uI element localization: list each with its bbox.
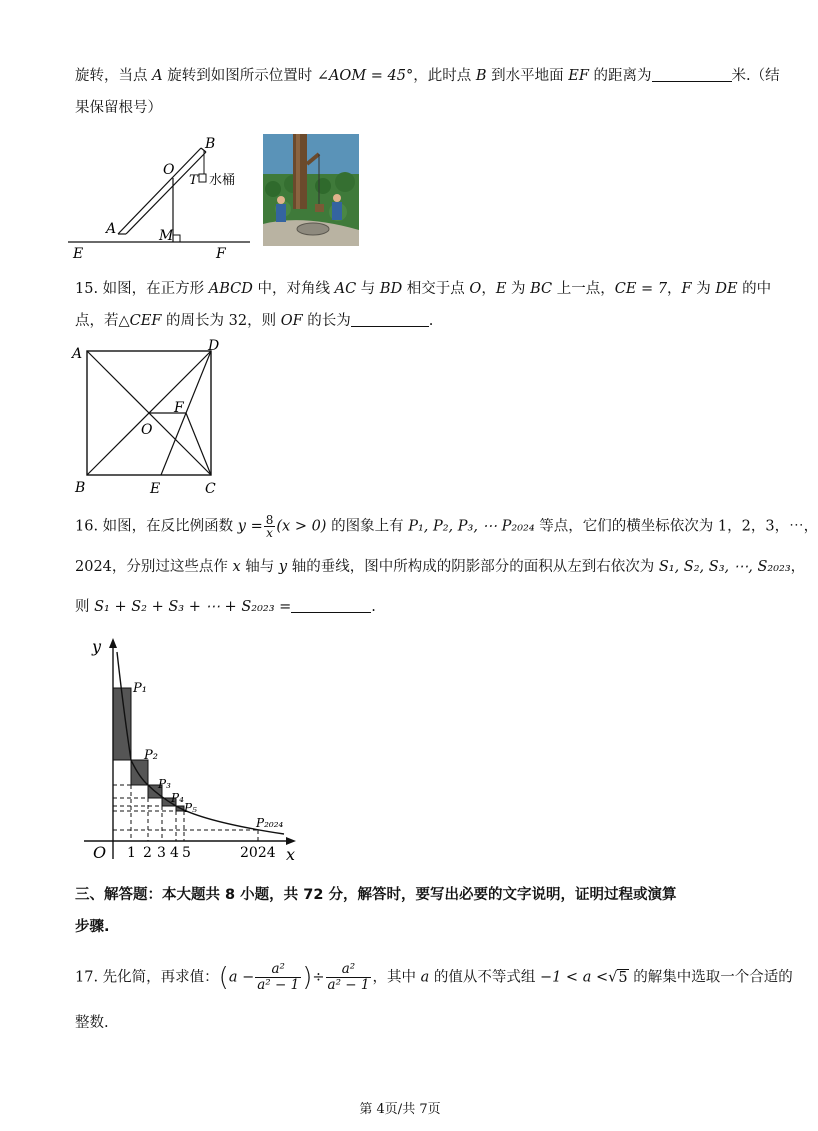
- point-label-p2: P₂: [144, 748, 158, 763]
- point-label-p5: P₅: [184, 801, 197, 815]
- section3-heading-line2: 步骤.: [75, 919, 110, 935]
- section3-heading: 三、解答题：本大题共 8 小题，共 72 分，解答时，要写出必要的文字说明，证明过程或演算: [75, 887, 677, 903]
- page-number: 第 4页/共 7页: [359, 1102, 441, 1117]
- label-F: F: [216, 246, 226, 262]
- q17-line1: 17. 先化简，再求值：(a − $\frac{\text{a²}}{\text{a² − 1}}$ )÷ $\frac{\text{a²}}{\text{a² − 1}}$ ，其中 a 的值从不等式组 −1 < a <√5 的解集中选取一个合适的: [75, 961, 793, 993]
- label-B: B: [205, 136, 216, 152]
- tick-label-2024: 2024: [240, 845, 276, 861]
- q14-figure-diagram: [68, 134, 258, 264]
- tick-label-5: 5: [182, 845, 191, 861]
- q17-line2: 整数.: [75, 1015, 109, 1031]
- label-A: A: [72, 346, 83, 362]
- q15-square-diagram: [66, 334, 236, 500]
- q16-line2: 2024，分别过这些点作 x 轴与 y 轴的垂线，图中所构成的阴影部分的面积从左到右依次为 S₁, S₂, S₃, ⋯, S₂₀₂₃，: [75, 559, 806, 575]
- tick-label-2: 2: [143, 845, 152, 861]
- label-O: O: [141, 422, 153, 438]
- q15-line1: 15. 如图，在正方形 ABCD 中，对角线 AC 与 BD 相交于点 O，E 为 BC 上一点，CE = 7，F 为 DE 的中: [75, 281, 772, 297]
- well-illustration-image: [263, 134, 359, 246]
- label-O: O: [163, 162, 175, 178]
- axis-label-y: y: [92, 637, 102, 656]
- point-label-p3: P₃: [158, 777, 171, 791]
- axis-label-x: x: [286, 845, 296, 864]
- point-label-p2024: P₂₀₂₄: [256, 816, 284, 830]
- point-label-p1: P₁: [133, 681, 147, 696]
- label-E: E: [73, 246, 84, 262]
- label-B: B: [75, 480, 86, 496]
- label-M: M: [159, 228, 174, 244]
- q14-line2: 果保留根号）: [75, 100, 162, 116]
- label-E: E: [150, 481, 161, 497]
- q16-function-diagram: [84, 634, 304, 866]
- q15-line2: 点，若△CEF 的周长为 32，则 OF 的长为 .: [75, 313, 434, 329]
- label-A: A: [106, 221, 117, 237]
- answer-blank: [652, 67, 732, 82]
- label-D: D: [208, 338, 220, 354]
- label-bucket: 水桶: [209, 173, 236, 188]
- tick-label-4: 4: [170, 845, 179, 861]
- label-F: F: [174, 400, 184, 416]
- answer-blank: [351, 312, 429, 327]
- q16-line1: 16. 如图，在反比例函数 y = $\frac{8}{x}$ (x > 0) 的图象上有 P₁, P₂, P₃, ⋯ P₂₀₂₄ 等点，它们的横坐标依次为 1，2，3，⋯，: [75, 513, 818, 540]
- answer-blank: [291, 598, 371, 613]
- label-T: T: [189, 173, 198, 188]
- origin-label: O: [93, 843, 107, 862]
- tick-label-3: 3: [157, 845, 166, 861]
- q16-line3: 则 S₁ + S₂ + S₃ + ⋯ + S₂₀₂₃ = .: [75, 599, 376, 615]
- label-C: C: [205, 481, 216, 497]
- q14-line1: 旋转，当点 A 旋转到如图所示位置时 ∠AOM = 45°，此时点 B 到水平地面 EF 的距离为 米.（结: [75, 68, 780, 84]
- point-label-p4: P₄: [171, 791, 184, 805]
- tick-label-1: 1: [127, 845, 136, 861]
